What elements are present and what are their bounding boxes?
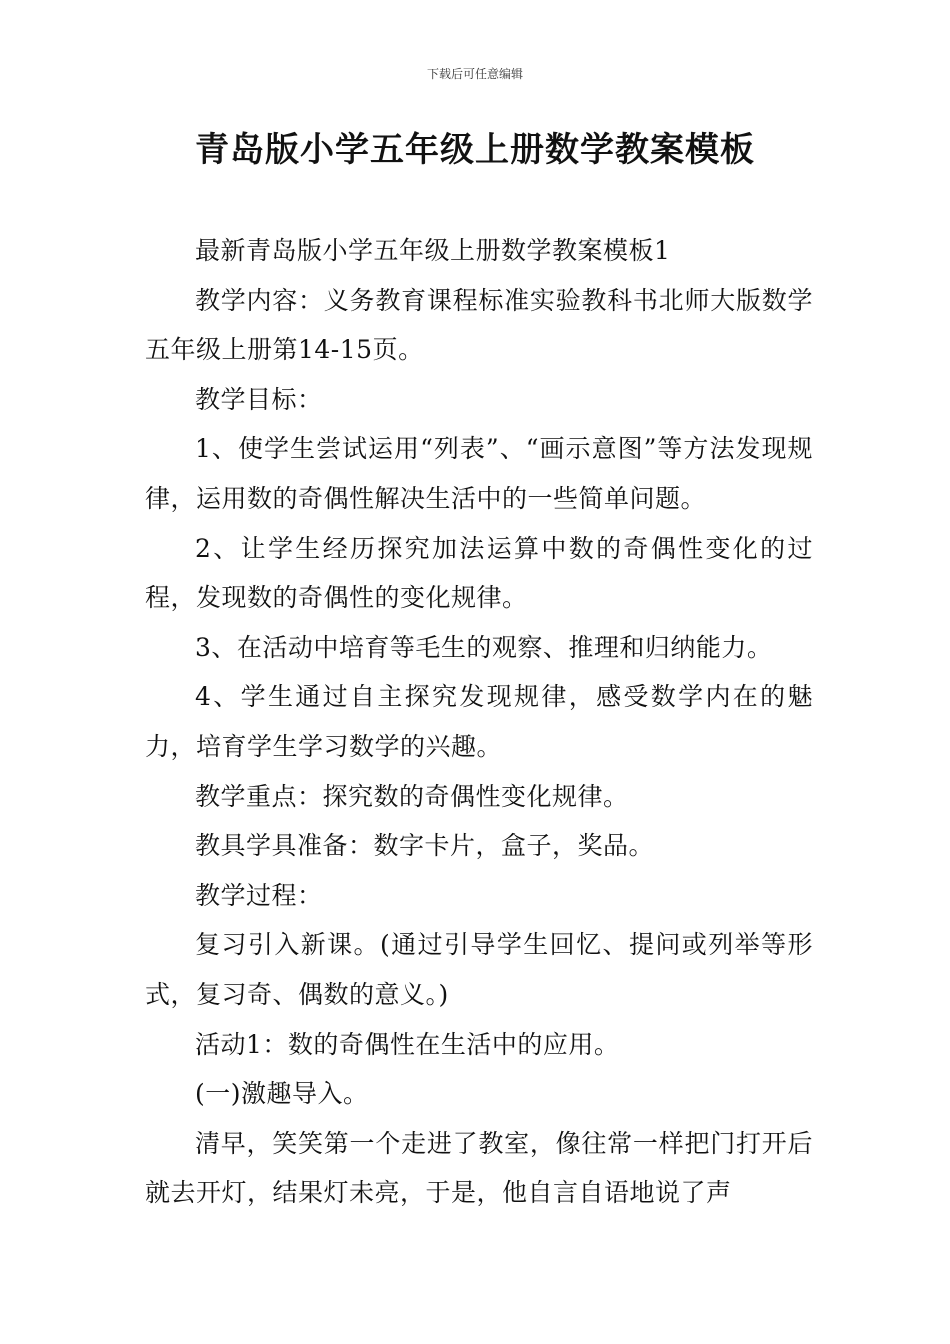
paragraph-section-intro: (一)激趣导入。 <box>195 1079 369 1109</box>
paragraph-story: 清早，笑笑第一个走进了教室，像往常一样把门打开后就去开灯，结果灯未亮，于是，他自言自语地说了声 <box>145 1128 813 1208</box>
paragraph-teaching-goals-heading: 教学目标： <box>195 384 323 414</box>
paragraph-teaching-content: 教学内容：义务教育课程标准实验教科书北师大版数学五年级上册第14-15页。 <box>145 285 813 365</box>
header-note: 下载后可任意编辑 <box>426 67 523 81</box>
paragraph-goal-2: 2、让学生经历探究加法运算中数的奇偶性变化的过程，发现数的奇偶性的变化规律。 <box>145 533 813 613</box>
paragraph-review-intro: 复习引入新课。(通过引导学生回忆、提问或列举等形式，复习奇、偶数的意义。) <box>145 930 813 1009</box>
document-body <box>145 226 813 1218</box>
paragraph-goal-4: 4、学生通过自主探究发现规律，感受数学内在的魅力，培育学生学习数学的兴趣。 <box>145 682 813 761</box>
paragraph-goal-1: 1、使学生尝试运用“列表”、“画示意图”等方法发现规律，运用数的奇偶性解决生活中的一些简单问题。 <box>145 434 813 513</box>
paragraph-process-heading: 教学过程： <box>195 880 323 910</box>
paragraph-doc-subtitle: 最新青岛版小学五年级上册数学教案模板1 <box>195 236 671 265</box>
document-title: 青岛版小学五年级上册数学教案模板 <box>195 130 755 170</box>
paragraph-activity-1: 活动1：数的奇偶性在生活中的应用。 <box>195 1029 620 1059</box>
paragraph-materials: 教具学具准备：数字卡片，盒子，奖品。 <box>195 831 655 861</box>
paragraph-key-point: 教学重点：探究数的奇偶性变化规律。 <box>195 781 629 811</box>
paragraph-goal-3: 3、在活动中培育等毛生的观察、推理和归纳能力。 <box>195 632 773 662</box>
